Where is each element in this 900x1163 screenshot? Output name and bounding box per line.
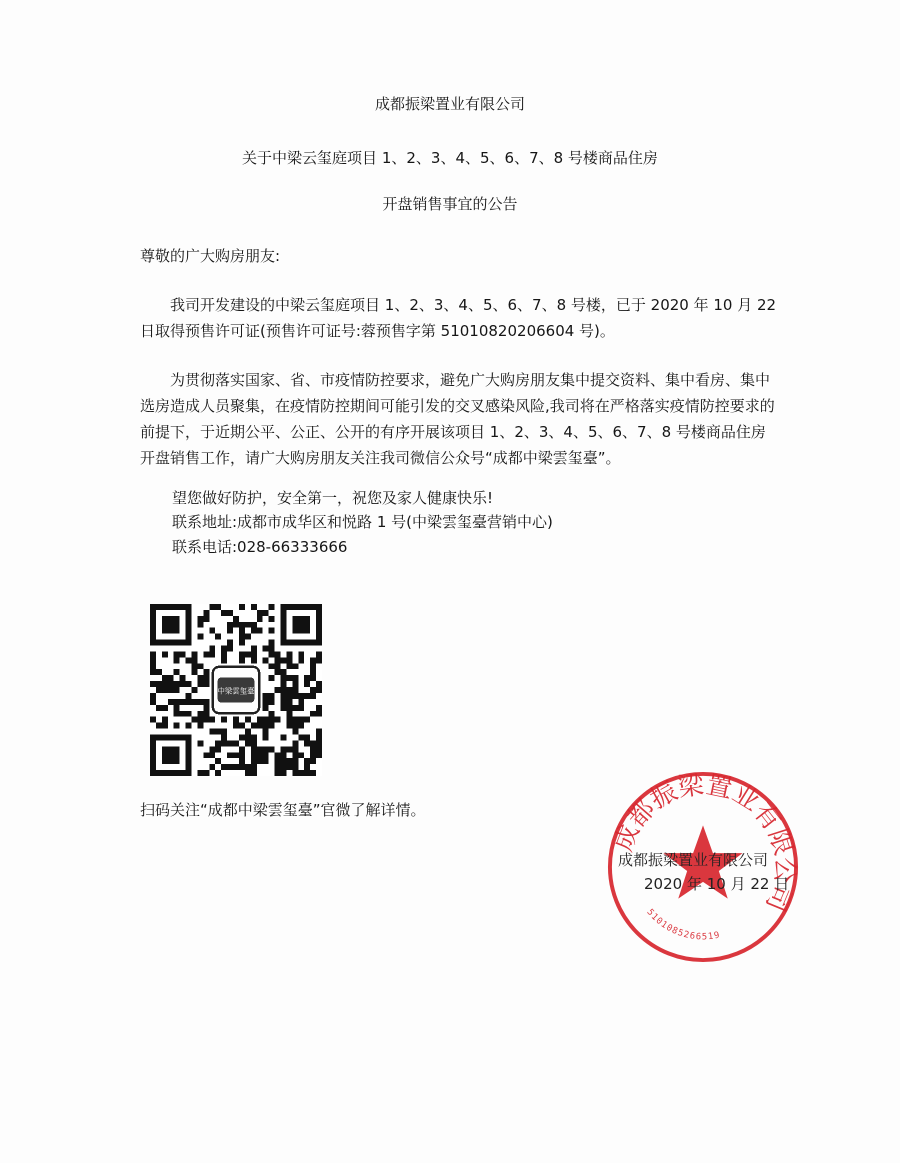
qr-module <box>209 717 215 723</box>
qr-module <box>263 752 269 758</box>
qr-module <box>239 758 245 764</box>
qr-module <box>292 764 298 770</box>
qr-module <box>269 663 275 669</box>
qr-module <box>209 752 215 758</box>
qr-module <box>174 705 180 711</box>
qr-module <box>186 693 192 699</box>
qr-module <box>215 729 221 735</box>
qr-module <box>298 657 304 663</box>
qr-module <box>156 705 162 711</box>
qr-module <box>233 723 239 729</box>
paragraph-presale-permit: 我司开发建设的中梁云玺庭项目 1、2、3、4、5、6、7、8 号楼，已于 2020 年 10 月 22 日取得预售许可证(预售许可证号:蓉预售字第 51010820206604 号)。 <box>140 296 777 340</box>
qr-module <box>310 675 316 681</box>
qr-module <box>245 734 251 740</box>
qr-module <box>180 699 186 705</box>
qr-module <box>174 723 180 729</box>
qr-module <box>215 770 221 776</box>
qr-module <box>292 681 298 687</box>
qr-module <box>304 764 310 770</box>
qr-module <box>280 764 286 770</box>
qr-module <box>257 610 263 616</box>
qr-module <box>239 734 245 740</box>
qr-module <box>197 717 203 723</box>
qr-module <box>245 764 251 770</box>
qr-module <box>251 752 257 758</box>
qr-module <box>245 651 251 657</box>
qr-module <box>209 646 215 652</box>
qr-module <box>221 651 227 657</box>
qr-module <box>298 693 304 699</box>
qr-module <box>168 681 174 687</box>
qr-module <box>280 770 286 776</box>
qr-module <box>275 764 281 770</box>
qr-module <box>304 675 310 681</box>
qr-module <box>168 675 174 681</box>
qr-module <box>298 705 304 711</box>
qr-module <box>280 746 286 752</box>
qr-module <box>203 752 209 758</box>
qr-module <box>263 729 269 735</box>
qr-module <box>310 740 316 746</box>
qr-module <box>310 758 316 764</box>
qr-module <box>269 711 275 717</box>
qr-module <box>162 651 168 657</box>
qr-module <box>310 746 316 752</box>
qr-module <box>215 634 221 640</box>
qr-module <box>304 740 310 746</box>
qr-module <box>304 717 310 723</box>
qr-module <box>150 663 156 669</box>
qr-module <box>292 693 298 699</box>
qr-module <box>286 717 292 723</box>
qr-module <box>263 746 269 752</box>
qr-module <box>239 764 245 770</box>
qr-module <box>280 734 286 740</box>
announcement-title-line-1: 关于中梁云玺庭项目 1、2、3、4、5、6、7、8 号楼商品住房 <box>242 149 658 167</box>
qr-module <box>310 687 316 693</box>
qr-module <box>280 705 286 711</box>
qr-module <box>215 758 221 764</box>
qr-module <box>186 657 192 663</box>
qr-module <box>221 717 227 723</box>
qr-module <box>215 604 221 610</box>
qr-module <box>227 628 233 634</box>
qr-module <box>239 604 245 610</box>
qr-module <box>168 687 174 693</box>
paragraph-epidemic-notice: 为贯彻落实国家、省、市疫情防控要求，避免广大购房朋友集中提交资料、集中看房、集中选房造成人员聚集，在疫情防控期间可能引发的交叉感染风险,我司将在严格落实疫情防控要求的前提下，于近期公平、公正、公开的有序开展该项目 1、2、3、4、5、6、7、8 号楼商品住房开盘销售工作，请广大购房朋友关注我司微信公众号“成都中梁雲玺臺”。 <box>140 371 775 467</box>
qr-module <box>251 622 257 628</box>
qr-module <box>275 669 281 675</box>
qr-module <box>180 651 186 657</box>
qr-module <box>162 675 168 681</box>
qr-module <box>275 758 281 764</box>
qr-module <box>203 675 209 681</box>
qr-module <box>286 657 292 663</box>
qr-module <box>298 699 304 705</box>
qr-module <box>227 752 233 758</box>
qr-module <box>251 651 257 657</box>
qr-module <box>209 764 215 770</box>
qr-module <box>203 705 209 711</box>
qr-module <box>304 734 310 740</box>
qr-module <box>280 687 286 693</box>
qr-module <box>245 770 251 776</box>
qr-module <box>292 770 298 776</box>
qr-module <box>239 746 245 752</box>
qr-module <box>197 681 203 687</box>
wish-line: 望您做好防护，安全第一，祝您及家人健康快乐! <box>172 489 494 507</box>
qr-module <box>310 711 316 717</box>
qr-module <box>168 699 174 705</box>
qr-module <box>251 646 257 652</box>
qr-module <box>280 669 286 675</box>
qr-module <box>221 740 227 746</box>
qr-module <box>263 646 269 652</box>
qr-module <box>197 723 203 729</box>
qr-module <box>257 723 263 729</box>
qr-module <box>239 622 245 628</box>
qr-module <box>162 723 168 729</box>
qr-module <box>233 764 239 770</box>
qr-module <box>298 651 304 657</box>
qr-module <box>239 640 245 646</box>
qr-module <box>227 622 233 628</box>
qr-module <box>269 699 275 705</box>
qr-module <box>156 681 162 687</box>
qr-module <box>203 699 209 705</box>
qr-module <box>286 723 292 729</box>
qr-module <box>174 669 180 675</box>
qr-module <box>251 740 257 746</box>
qr-module <box>286 687 292 693</box>
qr-module <box>180 681 186 687</box>
qr-module <box>239 723 245 729</box>
qr-module <box>192 699 198 705</box>
qr-module <box>316 657 322 663</box>
qr-module <box>292 758 298 764</box>
qr-module <box>251 723 257 729</box>
qr-module <box>292 729 298 735</box>
qr-module <box>162 687 168 693</box>
qr-module <box>286 651 292 657</box>
qr-module <box>251 746 257 752</box>
qr-module <box>292 740 298 746</box>
qr-module <box>233 752 239 758</box>
qr-module <box>316 651 322 657</box>
qr-module <box>269 646 275 652</box>
qr-module <box>286 705 292 711</box>
qr-module <box>286 675 292 681</box>
qr-module <box>180 711 186 717</box>
qr-module <box>251 758 257 764</box>
qr-module <box>292 723 298 729</box>
qr-module <box>286 711 292 717</box>
qr-module <box>245 622 251 628</box>
qr-module <box>192 651 198 657</box>
qr-module <box>174 699 180 705</box>
qr-module <box>221 729 227 735</box>
qr-module <box>280 657 286 663</box>
qr-module <box>239 651 245 657</box>
qr-module <box>239 634 245 640</box>
qr-module <box>310 657 316 663</box>
qr-module <box>209 746 215 752</box>
qr-module <box>298 734 304 740</box>
signature-date: 2020 年 10 月 22 日 <box>644 875 790 893</box>
qr-module <box>227 740 233 746</box>
qr-module <box>174 657 180 663</box>
qr-module <box>209 729 215 735</box>
qr-module <box>316 746 322 752</box>
qr-module <box>150 657 156 663</box>
qr-module <box>310 752 316 758</box>
qr-module <box>239 628 245 634</box>
qr-module <box>263 657 269 663</box>
qr-module <box>174 651 180 657</box>
qr-module <box>257 628 263 634</box>
qr-module <box>275 687 281 693</box>
qr-module <box>263 705 269 711</box>
qr-module <box>316 687 322 693</box>
qr-module <box>192 663 198 669</box>
qr-module <box>215 740 221 746</box>
qr-module <box>298 717 304 723</box>
qr-module <box>257 616 263 622</box>
qr-module <box>156 669 162 675</box>
qr-module <box>257 746 263 752</box>
qr-module <box>245 717 251 723</box>
qr-module <box>269 616 275 622</box>
qr-module <box>150 681 156 687</box>
qr-module <box>275 717 281 723</box>
qr-module <box>221 610 227 616</box>
qr-module <box>269 628 275 634</box>
qr-module <box>150 651 156 657</box>
qr-module <box>292 752 298 758</box>
qr-module <box>316 681 322 687</box>
qr-module <box>269 651 275 657</box>
signature-company: 成都振梁置业有限公司 <box>618 851 769 869</box>
wechat-qr-code <box>150 604 322 776</box>
qr-module <box>304 770 310 776</box>
contact-phone: 联系电话:028-66333666 <box>172 538 348 556</box>
qr-module <box>221 764 227 770</box>
salutation: 尊敬的广大购房朋友: <box>140 247 281 265</box>
qr-module <box>197 770 203 776</box>
qr-module <box>292 687 298 693</box>
qr-module <box>239 657 245 663</box>
qr-module <box>275 663 281 669</box>
qr-module <box>280 758 286 764</box>
qr-module <box>227 610 233 616</box>
qr-module <box>197 622 203 628</box>
qr-module <box>275 651 281 657</box>
seal-serial-number: 5101085266519 <box>644 907 722 943</box>
qr-module <box>197 699 203 705</box>
qr-module <box>251 764 257 770</box>
qr-module <box>209 604 215 610</box>
qr-module <box>275 752 281 758</box>
qr-module <box>174 681 180 687</box>
qr-module <box>150 699 156 705</box>
qr-module <box>286 693 292 699</box>
qr-module <box>292 746 298 752</box>
announcement-title-line-2: 开盘销售事宜的公告 <box>382 195 518 213</box>
qr-module <box>310 669 316 675</box>
qr-module <box>192 669 198 675</box>
qr-module <box>263 734 269 740</box>
qr-module <box>221 646 227 652</box>
qr-module <box>209 651 215 657</box>
qr-module <box>209 628 215 634</box>
qr-module <box>227 646 233 652</box>
qr-logo-text: 中梁雲玺臺 <box>217 686 255 696</box>
qr-module <box>150 717 156 723</box>
qr-module <box>263 699 269 705</box>
qr-module <box>280 699 286 705</box>
qr-module <box>280 693 286 699</box>
qr-module <box>251 657 257 663</box>
qr-module <box>203 711 209 717</box>
qr-module <box>257 758 263 764</box>
qr-module <box>186 711 192 717</box>
qr-module <box>197 675 203 681</box>
qr-module <box>292 705 298 711</box>
qr-module <box>292 675 298 681</box>
qr-module <box>310 693 316 699</box>
qr-module <box>156 723 162 729</box>
qr-module <box>197 634 203 640</box>
qr-module <box>269 746 275 752</box>
qr-module <box>286 663 292 669</box>
qr-module <box>197 616 203 622</box>
qr-module <box>203 610 209 616</box>
qr-module <box>269 723 275 729</box>
seal-ring-text: 成都振梁置业有限公司 <box>608 769 800 916</box>
qr-module <box>263 693 269 699</box>
qr-module <box>233 740 239 746</box>
company-heading: 成都振梁置业有限公司 <box>374 95 525 113</box>
qr-module <box>192 687 198 693</box>
qr-module <box>263 717 269 723</box>
qr-module <box>316 740 322 746</box>
qr-module <box>221 657 227 663</box>
qr-module <box>197 663 203 669</box>
qr-module <box>251 604 257 610</box>
qr-module <box>292 717 298 723</box>
qr-module <box>233 622 239 628</box>
qr-module <box>186 723 192 729</box>
qr-module <box>286 758 292 764</box>
qr-module <box>203 717 209 723</box>
qr-module <box>298 723 304 729</box>
qr-module <box>286 746 292 752</box>
qr-module <box>269 717 275 723</box>
qr-module <box>203 651 209 657</box>
qr-module <box>233 717 239 723</box>
qr-module <box>310 770 316 776</box>
qr-module <box>156 687 162 693</box>
qr-module <box>316 752 322 758</box>
qr-module <box>162 681 168 687</box>
qr-module <box>197 740 203 746</box>
qr-module <box>150 693 156 699</box>
qr-module <box>239 752 245 758</box>
qr-module <box>203 669 209 675</box>
qr-module <box>269 693 275 699</box>
qr-module <box>215 746 221 752</box>
qr-module <box>192 717 198 723</box>
qr-module <box>316 734 322 740</box>
qr-module <box>269 675 275 681</box>
qr-module <box>221 734 227 740</box>
qr-module <box>251 628 257 634</box>
qr-module <box>245 634 251 640</box>
qr-module <box>251 734 257 740</box>
qr-module <box>286 699 292 705</box>
qr-module <box>310 663 316 669</box>
qr-module <box>180 675 186 681</box>
qr-module <box>292 663 298 669</box>
qr-module <box>304 681 310 687</box>
qr-module <box>304 693 310 699</box>
qr-module <box>263 610 269 616</box>
qr-module <box>197 711 203 717</box>
qr-module <box>203 681 209 687</box>
qr-module <box>269 604 275 610</box>
qr-module <box>280 752 286 758</box>
qr-module <box>227 764 233 770</box>
qr-module <box>275 657 281 663</box>
qr-module <box>257 752 263 758</box>
qr-module <box>245 740 251 746</box>
qr-caption: 扫码关注“成都中梁雲玺臺”官微了解详情。 <box>140 801 426 819</box>
qr-module <box>280 681 286 687</box>
qr-module <box>174 687 180 693</box>
qr-module <box>269 640 275 646</box>
qr-module <box>304 758 310 764</box>
qr-module <box>316 711 322 717</box>
qr-module <box>192 657 198 663</box>
qr-module <box>257 717 263 723</box>
qr-module <box>203 616 209 622</box>
qr-module <box>203 770 209 776</box>
qr-module <box>298 752 304 758</box>
qr-module <box>263 758 269 764</box>
qr-module <box>245 729 251 735</box>
qr-module <box>150 669 156 675</box>
qr-module <box>174 711 180 717</box>
qr-module <box>280 675 286 681</box>
qr-module <box>316 729 322 735</box>
contact-address: 联系地址:成都市成华区和悦路 1 号(中梁雲玺臺营销中心) <box>172 513 553 531</box>
qr-module <box>227 640 233 646</box>
qr-module <box>286 764 292 770</box>
qr-module <box>186 699 192 705</box>
qr-module <box>251 770 257 776</box>
qr-module <box>275 770 281 776</box>
qr-module <box>298 770 304 776</box>
qr-module <box>162 705 168 711</box>
qr-module <box>162 717 168 723</box>
qr-module <box>263 723 269 729</box>
qr-module <box>186 681 192 687</box>
qr-module <box>233 616 239 622</box>
qr-module <box>316 705 322 711</box>
